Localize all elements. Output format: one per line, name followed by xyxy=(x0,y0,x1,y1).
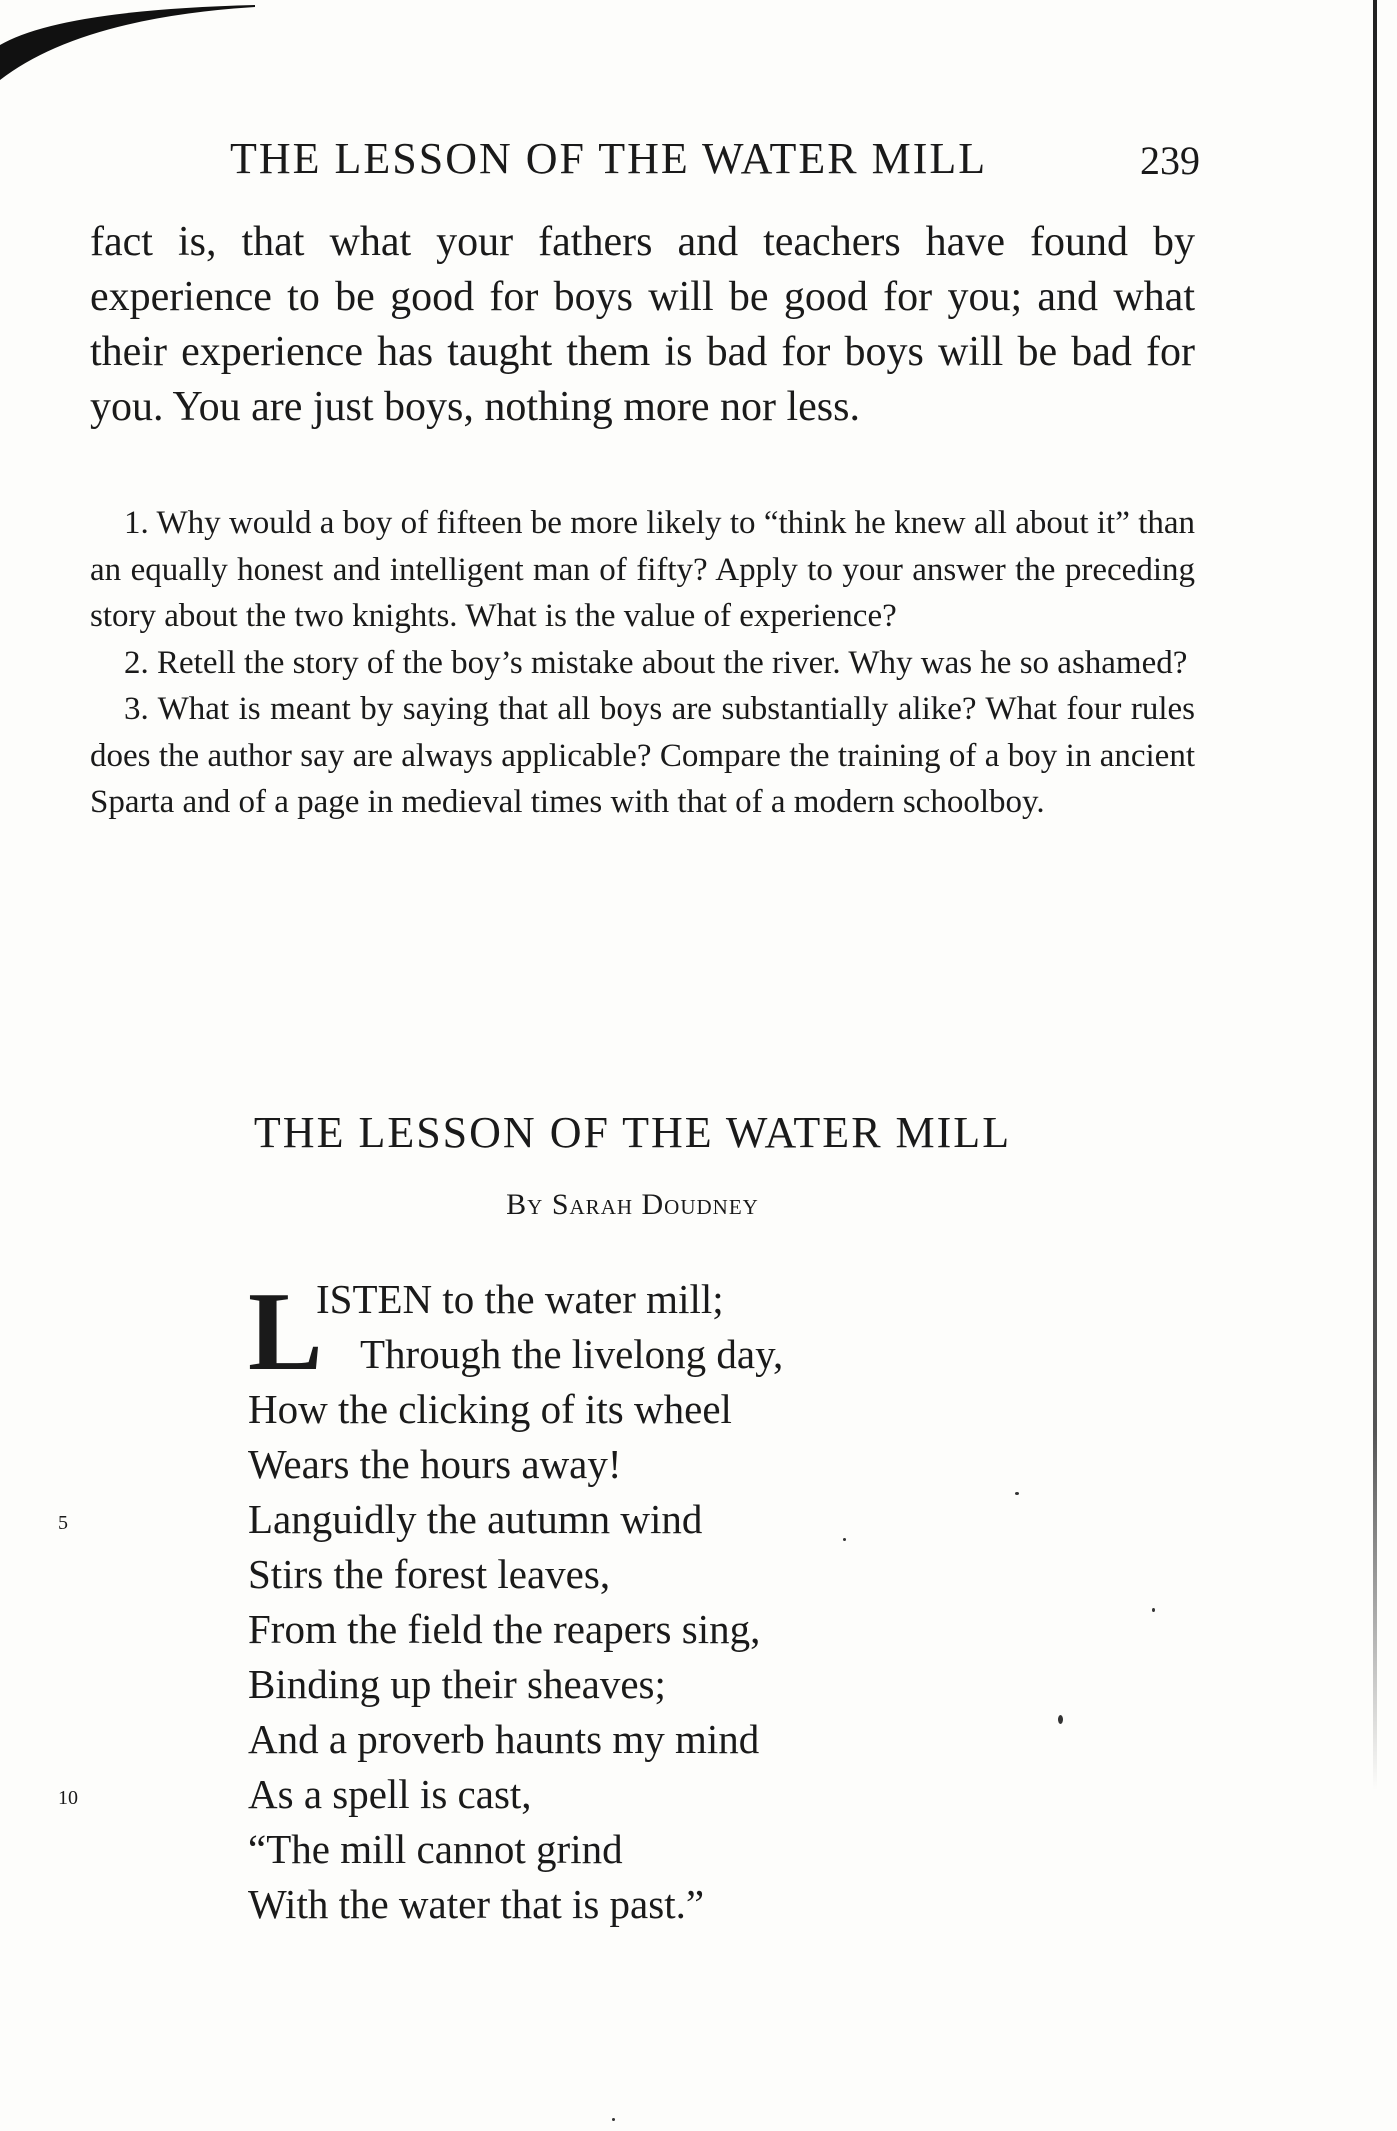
running-head-title: THE LESSON OF THE WATER MILL xyxy=(230,134,988,183)
line-number-5: 5 xyxy=(58,1512,68,1534)
poem-line: “The mill cannot grind xyxy=(248,1826,623,1872)
scan-page-edge xyxy=(1373,0,1377,1790)
question-item xyxy=(90,640,1195,687)
poem-line: Wears the hours away! xyxy=(248,1441,622,1487)
running-head xyxy=(90,133,1200,183)
scan-speck xyxy=(1015,1492,1019,1495)
poem-line: As a spell is cast, xyxy=(248,1771,532,1817)
question-number: 2. xyxy=(124,644,149,681)
poem-line: Languidly the autumn wind xyxy=(248,1496,703,1542)
scan-speck xyxy=(1058,1715,1063,1724)
poem-line: With the water that is past.” xyxy=(248,1881,705,1927)
question-text: Retell the story of the boy’s mistake about the river. Why was he so ashamed? xyxy=(157,644,1188,681)
question-text: What is meant by saying that all boys are substantially alike? What four rules does the author say are always applicable? Compare the training of a boy in ancient Sparta and of a page in medieval times with that of a modern schoolboy. xyxy=(90,691,1195,820)
question-item xyxy=(90,500,1195,640)
intro-paragraph xyxy=(90,215,1195,435)
study-questions xyxy=(90,500,1195,826)
question-item xyxy=(90,686,1195,826)
poem-byline: By Sarah Doudney xyxy=(506,1188,759,1221)
poem-line: ISTEN to the water mill; xyxy=(316,1276,724,1322)
intro-paragraph-text: fact is, that what your fathers and teachers have found by experience to be good for boys will be good for you; and what their experience has taught them is bad for boys will be bad for you. You are just boys, nothing more nor less. xyxy=(90,219,1195,430)
question-number: 3. xyxy=(124,691,149,727)
scan-speck xyxy=(612,2118,615,2121)
scan-speck xyxy=(1152,1608,1155,1612)
poem-line: Through the livelong day, xyxy=(360,1331,784,1377)
drop-cap: L xyxy=(248,1270,323,1394)
poem-line: From the field the reapers sing, xyxy=(248,1606,761,1652)
line-number-10: 10 xyxy=(58,1787,78,1809)
poem-line: Stirs the forest leaves, xyxy=(248,1551,611,1597)
page-number: 239 xyxy=(1140,138,1200,183)
poem-line: And a proverb haunts my mind xyxy=(248,1716,760,1762)
scan-corner-mark xyxy=(0,0,260,90)
scan-speck xyxy=(843,1538,846,1541)
question-number: 1. xyxy=(124,505,149,541)
poem-title: THE LESSON OF THE WATER MILL xyxy=(253,1108,1012,1157)
question-text: Why would a boy of fifteen be more likely to “think he knew all about it” than an equally honest and intelligent man of fifty? Apply to your answer the preceding story about the two knights. What is the value of experience? xyxy=(90,505,1196,634)
poem-body xyxy=(248,1272,1148,1932)
poem-line: Binding up their sheaves; xyxy=(248,1661,666,1707)
poem-line: How the clicking of its wheel xyxy=(248,1386,732,1432)
